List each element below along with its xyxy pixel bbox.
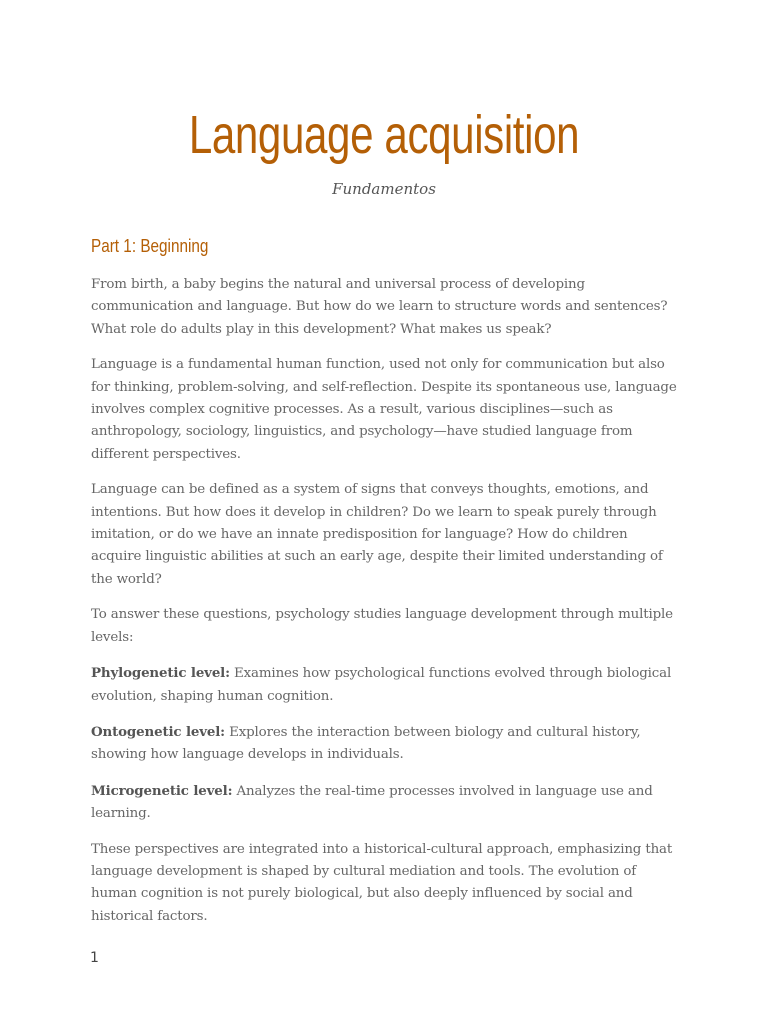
level-description: Analyzes the real-time processes involved in language use and learning. xyxy=(91,783,653,822)
paragraph: To answer these questions, psychology studies language development through multiple levels: xyxy=(91,607,673,645)
level-description: Examines how psychological functions evolved through biological evolution, shaping human cognition. xyxy=(91,666,672,704)
section-heading: Part 1: Beginning xyxy=(91,236,209,256)
document-title: Language acquisition xyxy=(188,105,580,165)
closing-paragraph: These perspectives are integrated into a historical-cultural approach, emphasizing that language development is shaped by cultural mediation and tools. The evolution of human cognition is not purely biological, but also deeply influenced by social and historical factors. xyxy=(91,841,673,924)
paragraph: Language is a fundamental human function, used not only for communication but also for thinking, problem-solving, and self-reflection. Despite its spontaneous use, language involves complex cognitive processes. As a result, various disciplines—such as anthropology, sociology, linguistics, and psychology—have studied language from different perspectives. xyxy=(91,357,677,462)
page-number: 1 xyxy=(90,950,99,966)
body-text xyxy=(91,274,681,941)
level-item-ontogenetic xyxy=(91,721,681,767)
level-description: Explores the interaction between biology and cultural history, showing how language develops in individuals. xyxy=(91,724,641,763)
document-subtitle: Fundamentos xyxy=(332,180,436,198)
level-label: Microgenetic level: xyxy=(91,782,233,799)
paragraph: Language can be defined as a system of signs that conveys thoughts, emotions, and intentions. But how does it develop in children? Do we learn to speak purely through imitation, or do we have an innate predisposition for language? How do children acquire linguistic abilities at such an early age, despite their limited understanding of the world? xyxy=(91,482,663,587)
paragraph: From birth, a baby begins the natural and universal process of developing communication and language. But how do we learn to structure words and sentences? What role do adults play in this development? What makes us speak? xyxy=(91,277,668,337)
level-label: Ontogenetic level: xyxy=(91,723,225,740)
level-label: Phylogenetic level: xyxy=(91,665,230,682)
level-item-phylogenetic xyxy=(91,662,681,708)
level-item-microgenetic xyxy=(91,780,681,826)
